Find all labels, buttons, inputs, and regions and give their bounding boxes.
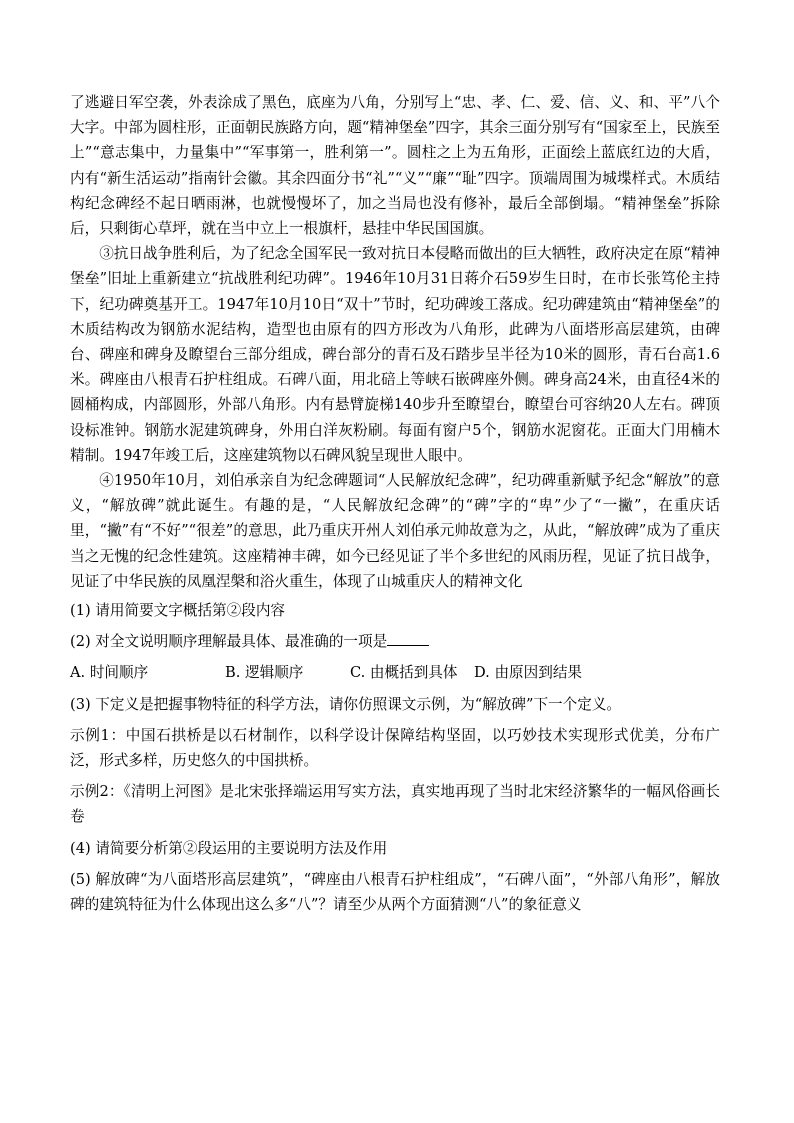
question-2: [70, 629, 720, 654]
question-4: (4) 请简要分析第②段运用的主要说明方法及作用: [70, 839, 388, 857]
option-c: C. 由概括到具体: [350, 664, 458, 682]
paragraph-2-continued: 了逃避日军空袭，外表涂成了黑色，底座为八角，分别写上“忠、孝、仁、爱、信、义、和、平”八个大字。中部为圆柱形，正面朝民族路方向，题“精神堡垒”四字，其余三面分别写有“国家至上，民族至上”“意志集中，力量集中”“军事第一，胜利第一”。圆柱之上为五角形，正面绘上蓝底红边的大盾，内有“新生活运动”指南针会徽。其余四面分书“礼”“义”“廉”“耻”四字。顶端周围为城堞样式。木质结构纪念碑经不起日晒雨淋，也就慢慢坏了，加之当局也没有修补，最后全部倒塌。“精神堡垒”拆除后，只剩街心草坪，就在当中立上一根旗杆，悬挂中华民国国旗。: [70, 94, 720, 238]
document-page: [70, 90, 720, 923]
example-2: 示例2：《清明上河图》是北宋张择端运用写实方法，真实地再现了当时北宋经济繁华的一幅风俗画长卷: [70, 783, 720, 826]
question-2-text: (2) 对全文说明顺序理解最具体、最准确的一项是: [70, 633, 388, 651]
question-2-options: [70, 660, 720, 685]
paragraph-4: ④1950年10月，刘伯承亲自为纪念碑题词“人民解放纪念碑”，纪功碑重新赋予纪念“解放”的意义，“解放碑”就此诞生。有趣的是，“人民解放纪念碑”的“碑”字的“卑”少了“一撇”，在重庆话里，“撇”有“不好”“很差”的意思，此乃重庆开州人刘伯承元帅故意为之，从此，“解放碑”成为了重庆当之无愧的纪念性建筑。这座精神丰碑，如今已经见证了半个多世纪的风雨历程，见证了抗日战争，见证了中华民族的凤凰涅槃和浴火重生，体现了山城重庆人的精神文化: [70, 472, 720, 590]
example-1: 示例1：中国石拱桥是以石材制作，以科学设计保障结构坚固，以巧妙技术实现形式优美，分布广泛，形式多样，历史悠久的中国拱桥。: [70, 726, 720, 770]
option-d: D. 由原因到结果: [474, 664, 583, 682]
answer-blank: [387, 631, 429, 646]
option-b: B. 逻辑顺序: [225, 664, 304, 682]
question-1: (1) 请用简要文字概括第②段内容: [70, 602, 286, 620]
question-5: (5) 解放碑“为八面塔形高层建筑”，“碑座由八根青石护柱组成”，“石碑八面”，“外部八角形”，解放碑的建筑特征为什么体现出这么多“八”？请至少从两个方面猜测“八”的象征意义: [70, 870, 720, 914]
option-a: A. 时间顺序: [70, 664, 149, 682]
question-3: (3) 下定义是把握事物特征的科学方法，请你仿照课文示例，为“解放碑”下一个定义。: [70, 695, 622, 713]
paragraph-3: ③抗日战争胜利后，为了纪念全国军民一致对抗日本侵略而做出的巨大牺牲，政府决定在原“精神堡垒”旧址上重新建立“抗战胜利纪功碑”。1946年10月31日蒋介石59岁生日时，在市长张笃伦主持下，纪功碑奠基开工。1947年10月10日“双十”节时，纪功碑竣工落成。纪功碑建筑由“精神堡垒”的木质结构改为钢筋水泥结构，造型也由原有的四方形改为八角形，此碑为八面塔形高层建筑，由碑台、碑座和碑身及瞭望台三部分组成，碑台部分的青石及石踏步呈半径为10米的圆形，青石台高1.6米。碑座由八根青石护柱组成。石碑八面，用北碚上等峡石嵌碑座外侧。碑身高24米，由直径4米的圆桶构成，内部圆形，外部八角形。内有悬臂旋梯140步升至瞭望台，瞭望台可容纳20人左右。碑顶设标准钟。钢筋水泥建筑碑身，外用白洋灰粉刷。每面有窗户5个，钢筋水泥窗花。正面大门用楠木精制。1947年竣工后，这座建筑物以石碑风貌呈现世人眼中。: [70, 245, 720, 464]
